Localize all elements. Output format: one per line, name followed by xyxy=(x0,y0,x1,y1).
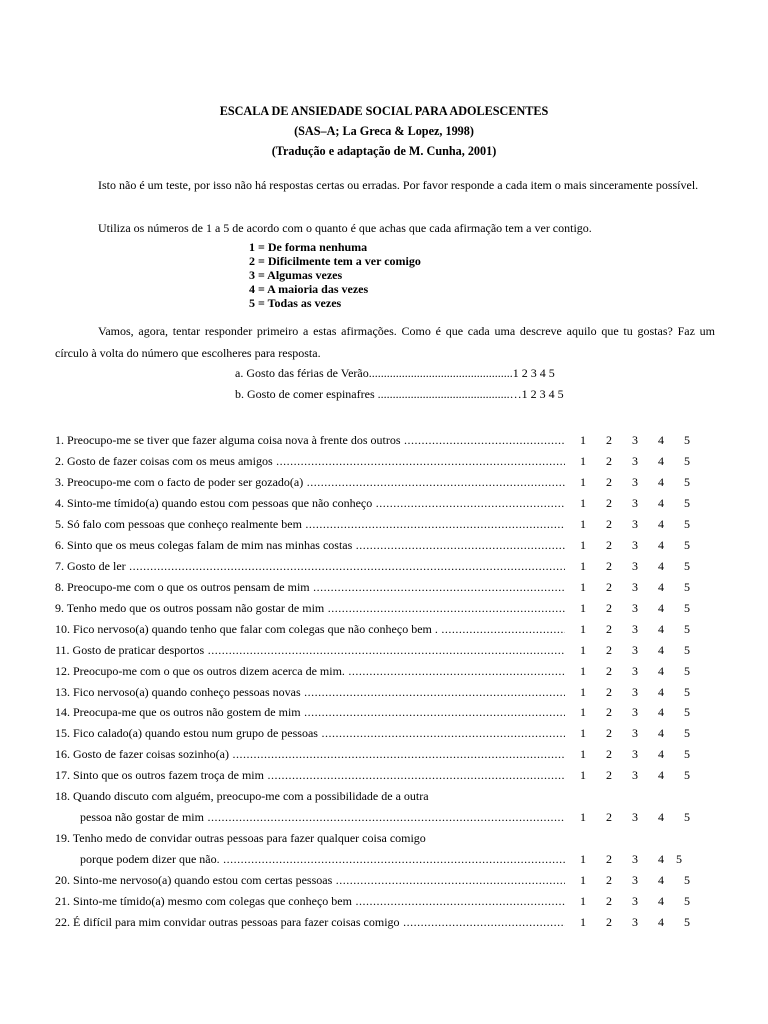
rating-5[interactable]: 5 xyxy=(684,643,690,657)
rating-5[interactable]: 5 xyxy=(676,852,682,866)
rating-1[interactable]: 1 xyxy=(580,454,586,468)
rating-3[interactable]: 3 xyxy=(632,768,638,782)
rating-5[interactable]: 5 xyxy=(684,747,690,761)
scale-option-2: 2 = Dificilmente tem a ver comigo xyxy=(249,254,421,268)
rating-1[interactable]: 1 xyxy=(580,873,586,887)
document-title: ESCALA DE ANSIEDADE SOCIAL PARA ADOLESCENTES xyxy=(219,104,549,118)
rating-5[interactable]: 5 xyxy=(684,894,690,908)
rating-1[interactable]: 1 xyxy=(580,517,586,531)
rating-4[interactable]: 4 xyxy=(658,726,664,740)
rating-3[interactable]: 3 xyxy=(632,852,638,866)
item-12: 12. Preocupo-me com o que os outros dizem acerca de mim. ..... xyxy=(55,664,565,678)
rating-2[interactable]: 2 xyxy=(606,643,612,657)
rating-3[interactable]: 3 xyxy=(632,580,638,594)
rating-4[interactable]: 4 xyxy=(658,894,664,908)
rating-4[interactable]: 4 xyxy=(658,685,664,699)
rating-1[interactable]: 1 xyxy=(580,496,586,510)
item-5: 5. Só falo com pessoas que conheço realmente bem ..... xyxy=(55,517,565,531)
rating-3[interactable]: 3 xyxy=(632,496,638,510)
rating-3[interactable]: 3 xyxy=(632,454,638,468)
rating-3[interactable]: 3 xyxy=(632,622,638,636)
rating-row-9 xyxy=(570,601,700,615)
item-19-line-2: porque podem dizer que não. ..... xyxy=(80,852,565,866)
rating-1[interactable]: 1 xyxy=(580,894,586,908)
rating-4[interactable]: 4 xyxy=(658,496,664,510)
rating-row-16 xyxy=(570,747,700,761)
rating-3[interactable]: 3 xyxy=(632,810,638,824)
rating-2[interactable]: 2 xyxy=(606,810,612,824)
item-4: 4. Sinto-me tímido(a) quando estou com pessoas que não conheço ..... xyxy=(55,496,565,510)
rating-row-3 xyxy=(570,475,700,489)
rating-row-18 xyxy=(570,810,700,824)
rating-1[interactable]: 1 xyxy=(580,705,586,719)
rating-1[interactable]: 1 xyxy=(580,685,586,699)
rating-3[interactable]: 3 xyxy=(632,601,638,615)
rating-1[interactable]: 1 xyxy=(580,810,586,824)
rating-4[interactable]: 4 xyxy=(658,768,664,782)
rating-5[interactable]: 5 xyxy=(684,475,690,489)
item-19-line-1: 19. Tenho medo de convidar outras pessoas para fazer qualquer coisa comigo xyxy=(55,831,426,845)
rating-1[interactable]: 1 xyxy=(580,538,586,552)
intro-paragraph: Isto não é um teste, por isso não há respostas certas ou erradas. Por favor responde a cada item o mais sinceramente possível. xyxy=(98,178,699,192)
rating-3[interactable]: 3 xyxy=(632,664,638,678)
rating-1[interactable]: 1 xyxy=(580,580,586,594)
item-2: 2. Gosto de fazer coisas com os meus amigos ..... xyxy=(55,454,565,468)
rating-1[interactable]: 1 xyxy=(580,664,586,678)
scale-option-4: 4 = A maioria das vezes xyxy=(249,282,369,296)
rating-2[interactable]: 2 xyxy=(606,433,612,447)
rating-1[interactable]: 1 xyxy=(580,601,586,615)
rating-5[interactable]: 5 xyxy=(684,580,690,594)
rating-row-4 xyxy=(570,496,700,510)
rating-5[interactable]: 5 xyxy=(684,810,690,824)
item-18-line-1: 18. Quando discuto com alguém, preocupo-me com a possibilidade de a outra xyxy=(55,789,429,803)
rating-3[interactable]: 3 xyxy=(632,747,638,761)
rating-1[interactable]: 1 xyxy=(580,622,586,636)
rating-1[interactable]: 1 xyxy=(580,643,586,657)
item-22: 22. É difícil para mim convidar outras pessoas para fazer coisas comigo ..... xyxy=(55,915,565,929)
example-item-b: b. Gosto de comer espinafres ............................................…1 2 3 4 5 xyxy=(235,387,564,401)
rating-4[interactable]: 4 xyxy=(658,664,664,678)
rating-4[interactable]: 4 xyxy=(658,454,664,468)
rating-2[interactable]: 2 xyxy=(606,580,612,594)
item-15: 15. Fico calado(a) quando estou num grupo de pessoas ..... xyxy=(55,726,565,740)
rating-5[interactable]: 5 xyxy=(684,705,690,719)
rating-2[interactable]: 2 xyxy=(606,517,612,531)
rating-3[interactable]: 3 xyxy=(632,475,638,489)
item-21: 21. Sinto-me tímido(a) mesmo com colegas que conheço bem ..... xyxy=(55,894,565,908)
rating-5[interactable]: 5 xyxy=(684,559,690,573)
rating-4[interactable]: 4 xyxy=(658,580,664,594)
item-9: 9. Tenho medo que os outros possam não gostar de mim ..... xyxy=(55,601,565,615)
rating-row-20 xyxy=(570,873,700,887)
rating-4[interactable]: 4 xyxy=(658,810,664,824)
rating-5[interactable]: 5 xyxy=(684,601,690,615)
item-7: 7. Gosto de ler ..... xyxy=(55,559,565,573)
rating-2[interactable]: 2 xyxy=(606,622,612,636)
rating-row-7 xyxy=(570,559,700,573)
rating-5[interactable]: 5 xyxy=(684,622,690,636)
rating-1[interactable]: 1 xyxy=(580,915,586,929)
rating-1[interactable]: 1 xyxy=(580,433,586,447)
rating-row-1 xyxy=(570,433,700,447)
rating-4[interactable]: 4 xyxy=(658,559,664,573)
rating-5[interactable]: 5 xyxy=(684,726,690,740)
rating-row-19 xyxy=(570,852,700,866)
rating-5[interactable]: 5 xyxy=(684,433,690,447)
rating-1[interactable]: 1 xyxy=(580,475,586,489)
rating-3[interactable]: 3 xyxy=(632,559,638,573)
rating-4[interactable]: 4 xyxy=(658,517,664,531)
rating-1[interactable]: 1 xyxy=(580,747,586,761)
rating-row-11 xyxy=(570,643,700,657)
scale-option-1: 1 = De forma nenhuma xyxy=(249,240,368,254)
rating-2[interactable]: 2 xyxy=(606,664,612,678)
rating-row-12 xyxy=(570,664,700,678)
item-6: 6. Sinto que os meus colegas falam de mim nas minhas costas ..... xyxy=(55,538,565,552)
rating-2[interactable]: 2 xyxy=(606,454,612,468)
rating-5[interactable]: 5 xyxy=(684,496,690,510)
rating-3[interactable]: 3 xyxy=(632,894,638,908)
rating-row-2 xyxy=(570,454,700,468)
rating-2[interactable]: 2 xyxy=(606,496,612,510)
example-item-a: a. Gosto das férias de Verão................................................1 2 3 4 5 xyxy=(235,366,555,380)
rating-2[interactable]: 2 xyxy=(606,559,612,573)
rating-row-13 xyxy=(570,685,700,699)
rating-5[interactable]: 5 xyxy=(684,538,690,552)
document-citation: (SAS–A; La Greca & Lopez, 1998) xyxy=(294,124,474,138)
rating-5[interactable]: 5 xyxy=(684,768,690,782)
rating-row-22 xyxy=(570,915,700,929)
rating-1[interactable]: 1 xyxy=(580,852,586,866)
item-17: 17. Sinto que os outros fazem troça de mim ..... xyxy=(55,768,565,782)
rating-2[interactable]: 2 xyxy=(606,601,612,615)
item-13: 13. Fico nervoso(a) quando conheço pessoas novas ..... xyxy=(55,685,565,699)
rating-5[interactable]: 5 xyxy=(684,454,690,468)
rating-2[interactable]: 2 xyxy=(606,768,612,782)
rating-2[interactable]: 2 xyxy=(606,475,612,489)
rating-3[interactable]: 3 xyxy=(632,433,638,447)
usage-paragraph: Utiliza os números de 1 a 5 de acordo com o quanto é que achas que cada afirmação tem a ver contigo. xyxy=(98,221,592,235)
rating-row-5 xyxy=(570,517,700,531)
rating-2[interactable]: 2 xyxy=(606,538,612,552)
rating-4[interactable]: 4 xyxy=(658,601,664,615)
rating-1[interactable]: 1 xyxy=(580,559,586,573)
scale-option-5: 5 = Todas as vezes xyxy=(249,296,342,310)
rating-3[interactable]: 3 xyxy=(632,538,638,552)
instructions-paragraph: Vamos, agora, tentar responder primeiro a estas afirmações. Como é que cada uma descreve aquilo que tu gostas? Faz um círculo à volta do número que escolheres para resposta. xyxy=(55,324,715,360)
rating-4[interactable]: 4 xyxy=(658,705,664,719)
rating-2[interactable]: 2 xyxy=(606,873,612,887)
rating-3[interactable]: 3 xyxy=(632,705,638,719)
rating-row-10 xyxy=(570,622,700,636)
rating-2[interactable]: 2 xyxy=(606,705,612,719)
rating-5[interactable]: 5 xyxy=(684,685,690,699)
item-18-line-2: pessoa não gostar de mim ..... xyxy=(80,810,565,824)
rating-4[interactable]: 4 xyxy=(658,852,664,866)
item-10: 10. Fico nervoso(a) quando tenho que falar com colegas que não conheço bem . ..... xyxy=(55,622,565,636)
rating-3[interactable]: 3 xyxy=(632,873,638,887)
rating-4[interactable]: 4 xyxy=(658,915,664,929)
rating-5[interactable]: 5 xyxy=(684,873,690,887)
rating-4[interactable]: 4 xyxy=(658,622,664,636)
rating-5[interactable]: 5 xyxy=(684,517,690,531)
rating-row-15 xyxy=(570,726,700,740)
rating-4[interactable]: 4 xyxy=(658,538,664,552)
item-11: 11. Gosto de praticar desportos ..... xyxy=(55,643,565,657)
rating-4[interactable]: 4 xyxy=(658,643,664,657)
item-14: 14. Preocupa-me que os outros não gostem de mim ..... xyxy=(55,705,565,719)
item-16: 16. Gosto de fazer coisas sozinho(a) ..... xyxy=(55,747,565,761)
rating-3[interactable]: 3 xyxy=(632,643,638,657)
rating-4[interactable]: 4 xyxy=(658,747,664,761)
rating-row-8 xyxy=(570,580,700,594)
item-20: 20. Sinto-me nervoso(a) quando estou com certas pessoas ..... xyxy=(55,873,565,887)
rating-4[interactable]: 4 xyxy=(658,433,664,447)
rating-2[interactable]: 2 xyxy=(606,852,612,866)
item-1: 1. Preocupo-me se tiver que fazer alguma coisa nova à frente dos outros ..... xyxy=(55,433,565,447)
rating-row-14 xyxy=(570,705,700,719)
rating-1[interactable]: 1 xyxy=(580,726,586,740)
item-8: 8. Preocupo-me com o que os outros pensam de mim ..... xyxy=(55,580,565,594)
scale-option-3: 3 = Algumas vezes xyxy=(249,268,343,282)
rating-row-17 xyxy=(570,768,700,782)
rating-3[interactable]: 3 xyxy=(632,517,638,531)
rating-1[interactable]: 1 xyxy=(580,768,586,782)
item-3: 3. Preocupo-me com o facto de poder ser gozado(a) ..... xyxy=(55,475,565,489)
rating-2[interactable]: 2 xyxy=(606,915,612,929)
rating-5[interactable]: 5 xyxy=(684,664,690,678)
rating-5[interactable]: 5 xyxy=(684,915,690,929)
rating-row-6 xyxy=(570,538,700,552)
rating-4[interactable]: 4 xyxy=(658,475,664,489)
document-translation-credit: (Tradução e adaptação de M. Cunha, 2001) xyxy=(271,144,497,158)
rating-2[interactable]: 2 xyxy=(606,894,612,908)
rating-3[interactable]: 3 xyxy=(632,726,638,740)
rating-3[interactable]: 3 xyxy=(632,915,638,929)
rating-2[interactable]: 2 xyxy=(606,726,612,740)
rating-3[interactable]: 3 xyxy=(632,685,638,699)
rating-4[interactable]: 4 xyxy=(658,873,664,887)
rating-2[interactable]: 2 xyxy=(606,747,612,761)
rating-2[interactable]: 2 xyxy=(606,685,612,699)
rating-row-21 xyxy=(570,894,700,908)
